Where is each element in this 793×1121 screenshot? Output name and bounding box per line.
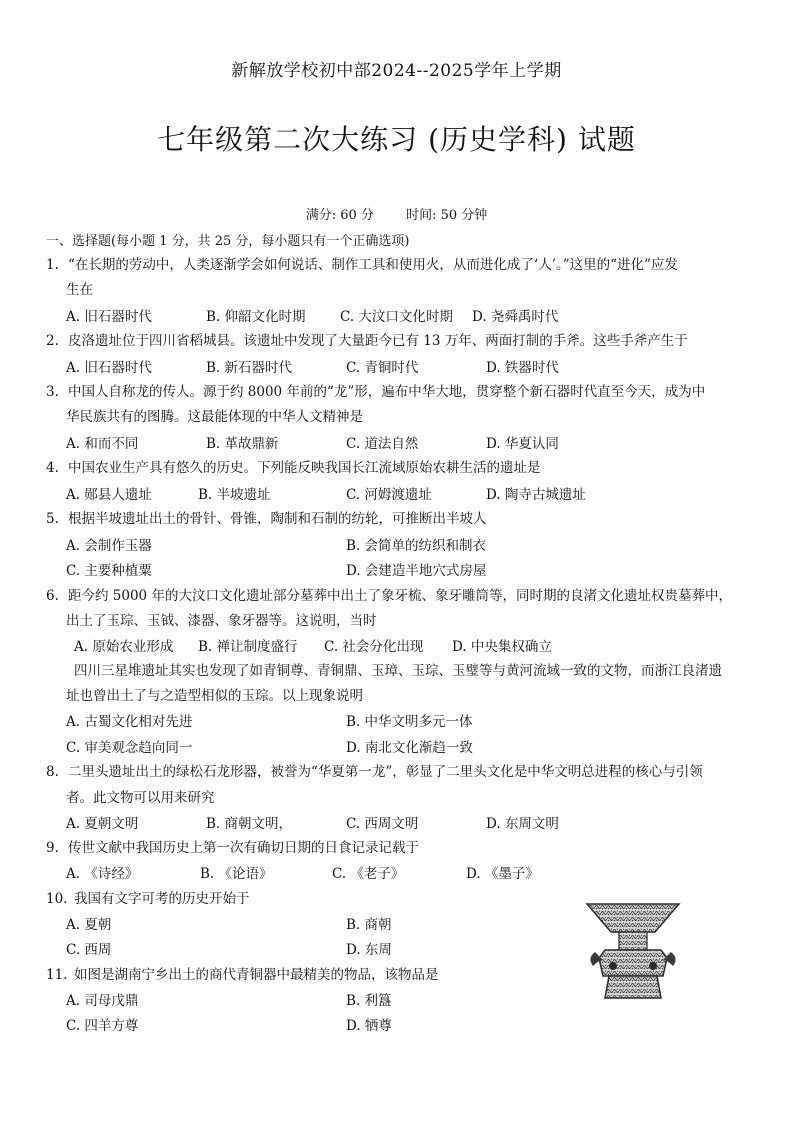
options-row	[74, 635, 760, 660]
question-5	[46, 507, 752, 533]
time-limit: 时间: 50 分钟	[406, 208, 488, 223]
option-a: A. 郧县人遗址	[66, 487, 152, 503]
question-stem-continued: 华民族共有的图腾。这最能体现的中华人文精神是	[66, 409, 363, 425]
question-stem: “在长期的劳动中，人类逐渐学会如何说话、制作工具和使用火，从而进化成了‘人’。”这里的“进化”应发	[68, 257, 678, 273]
option-c: C. 审美观念趋向同一	[66, 740, 193, 756]
option-c: C. 河姆渡遗址	[346, 487, 432, 503]
option-a: A. 旧石器时代	[66, 360, 152, 376]
option-d: D. 尧舜禹时代	[472, 309, 559, 325]
option-a: A. 司母戊鼎	[66, 993, 139, 1009]
options-row	[66, 559, 752, 584]
option-d: D. 东周文明	[486, 816, 559, 832]
exam-title: 七年级第二次大练习 (历史学科) 试题	[157, 123, 636, 156]
question-number: 10.	[46, 891, 68, 907]
option-b: B. 商朝	[346, 917, 392, 933]
question-stem-continued: 者。此文物可以用来研究	[66, 790, 215, 806]
option-a: A. 《诗经》	[66, 866, 139, 882]
question-number: 1.	[46, 257, 59, 273]
question-9	[46, 836, 752, 862]
question-number: 5.	[46, 511, 59, 527]
question-stem: 传世文献中我国历史上第一次有确切日期的日食记录记载于	[68, 840, 419, 856]
question-number: 9.	[46, 840, 59, 856]
question-2	[46, 329, 752, 355]
options-row	[66, 862, 752, 887]
option-d: D. 《墨子》	[466, 866, 539, 882]
option-c: C. 四羊方尊	[66, 1018, 139, 1034]
option-d: D. 南北文化渐趋一致	[346, 740, 473, 756]
section-heading: 一、选择题(每小题 1 分，共 25 分，每小题只有一个正确选项)	[46, 234, 410, 249]
options-row	[66, 534, 752, 559]
option-d: D. 牺尊	[346, 1018, 392, 1034]
question-stem: 如图是湖南宁乡出土的商代青铜器中最精美的物品，该物品是	[74, 967, 439, 983]
question-8	[46, 760, 752, 786]
option-c: C. 《老子》	[332, 866, 405, 882]
full-score: 满分: 60 分	[305, 208, 374, 223]
options-row	[66, 710, 752, 735]
question-7: 四川三星堆遗址其实也发现了如青铜尊、青铜鼎、玉璋、玉琮、玉璧等与黄河流域一致的文物，而浙江良渚遗	[74, 663, 722, 679]
option-b: B. 仰韶文化时期	[206, 309, 306, 325]
option-a: A. 原始农业形成	[74, 639, 174, 655]
question-stem: 中国农业生产具有悠久的历史。下列能反映我国长江流域原始农耕生活的遗址是	[68, 460, 541, 476]
question-stem: 距今约 5000 年的大汶口文化遗址部分墓葬中出土了象牙梳、象牙雕筒等，同时期的良渚文化遗址权贵墓葬中，	[68, 588, 732, 604]
option-c: C. 主要种植粟	[66, 563, 152, 579]
question-stem: 中国人自称龙的传人。源于约 8000 年前的“龙”形，遍布中华大地，贯穿整个新石器时代直至今天，成为中	[68, 384, 706, 400]
question-number: 2.	[46, 333, 59, 349]
option-a: A. 夏朝文明	[66, 816, 139, 832]
options-row	[66, 483, 752, 508]
option-b: B. 利簋	[346, 993, 392, 1009]
option-c: C. 社会分化出现	[324, 639, 424, 655]
question-stem-continued: 出土了玉琮、玉钺、漆器、象牙器等。这说明，当时	[66, 613, 377, 629]
question-stem: 二里头遗址出土的绿松石龙形器，被誉为“华夏第一龙”，彰显了二里头文化是中华文明总进程的核心与引领	[68, 764, 703, 780]
exam-meta	[0, 204, 793, 223]
options-row	[66, 812, 752, 837]
option-b: B. 半坡遗址	[198, 487, 271, 503]
options-row	[66, 736, 752, 761]
option-a: A. 夏朝	[66, 917, 112, 933]
options-row	[66, 432, 752, 457]
option-d: D. 陶寺古城遗址	[486, 487, 586, 503]
question-number: 11.	[46, 967, 68, 983]
option-b: B. 新石器时代	[206, 360, 293, 376]
option-c: C. 大汶口文化时期	[340, 309, 453, 325]
question-stem: 根据半坡遗址出土的骨针、骨锥，陶制和石制的纺轮，可推断出半坡人	[68, 511, 487, 527]
question-1	[46, 253, 752, 279]
question-3	[46, 380, 752, 406]
option-a: A. 和而不同	[66, 436, 139, 452]
option-b: B. 革故鼎新	[206, 436, 279, 452]
question-number: 6.	[46, 588, 59, 604]
option-d: D. 会建造半地穴式房屋	[346, 563, 487, 579]
option-b: B. 《论语》	[200, 866, 273, 882]
option-c: C. 青铜时代	[346, 360, 419, 376]
options-row	[66, 1014, 752, 1039]
question-stem-continued: 址也曾出土了与之造型相似的玉琮。以上现象说明	[66, 688, 363, 704]
option-a: A. 古蜀文化相对先进	[66, 714, 193, 730]
question-6	[46, 584, 752, 610]
options-row	[66, 356, 752, 381]
option-d: D. 铁器时代	[486, 360, 559, 376]
school-header: 新解放学校初中部2024--2025学年上学期	[231, 61, 562, 81]
option-d: D. 东周	[346, 942, 392, 958]
bronze-zun-image	[583, 898, 683, 1004]
question-number: 3.	[46, 384, 59, 400]
option-c: C. 西周	[66, 942, 112, 958]
option-b: B. 会简单的纺织和制衣	[346, 538, 487, 554]
option-a: A. 旧石器时代	[66, 309, 152, 325]
options-row	[66, 305, 752, 330]
question-stem: 我国有文字可考的历史开始于	[74, 891, 250, 907]
question-number: 8.	[46, 764, 59, 780]
option-d: D. 华夏认同	[486, 436, 559, 452]
option-a: A. 会制作玉器	[66, 538, 152, 554]
option-b: B. 商朝文明，	[206, 816, 293, 832]
question-number: 4.	[46, 460, 59, 476]
question-stem: 皮洛遗址位于四川省稻城县。该遗址中发现了大量距今已有 13 万年、两面打制的手斧。这些手斧产生于	[68, 333, 688, 349]
question-4	[46, 456, 752, 482]
option-c: C. 道法自然	[346, 436, 419, 452]
option-b: B. 禅让制度盛行	[198, 639, 298, 655]
option-c: C. 西周文明	[346, 816, 419, 832]
question-stem-continued: 生在	[66, 282, 93, 298]
option-b: B. 中华文明多元一体	[346, 714, 473, 730]
option-d: D. 中央集权确立	[452, 639, 552, 655]
